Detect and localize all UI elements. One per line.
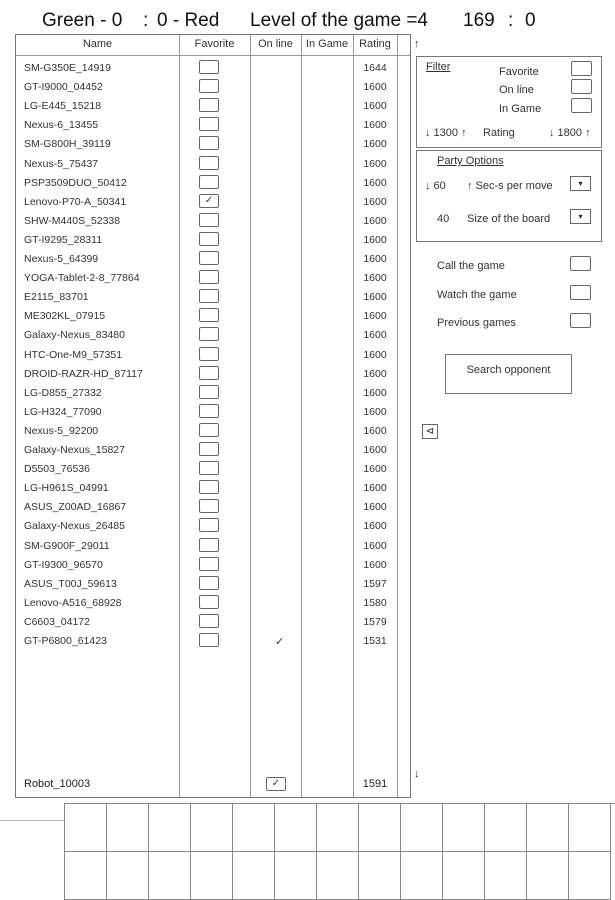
self-name: Robot_10003 [24,778,91,790]
player-rating: 1600 [363,272,387,285]
player-name: PSP3509DUO_50412 [24,176,127,189]
self-rating: 1591 [362,778,388,790]
table-row[interactable] [16,116,410,135]
favorite-checkbox[interactable] [199,557,219,571]
player-name: GT-I9000_04452 [24,81,103,94]
previous-games-checkbox[interactable] [570,313,591,328]
favorite-checkbox[interactable] [199,213,219,227]
board-cell[interactable] [65,804,107,852]
player-rating: 1600 [363,253,387,265]
call-game-checkbox[interactable] [570,256,591,271]
favorite-checkbox[interactable] [199,595,219,609]
table-row[interactable] [16,498,410,517]
secs-per-move-label: ↑ Sec-s per move [467,180,553,192]
player-rating: 1600 [363,367,387,380]
player-rating: 1600 [363,176,387,189]
player-name: Galaxy-Nexus_26485 [24,520,125,533]
table-row[interactable] [16,422,410,441]
player-rating: 1600 [363,329,387,342]
player-rating: 1600 [363,482,387,495]
favorite-checkbox[interactable] [199,251,219,265]
player-name: LG-E445_15218 [24,100,102,113]
favorite-checkbox[interactable] [199,423,219,437]
search-opponent-button[interactable]: Search opponent [445,354,572,394]
favorite-checkbox[interactable] [199,518,219,532]
table-row[interactable] [16,59,410,78]
player-rating: 1600 [363,291,387,304]
player-name: HTC-One-M9_57351 [24,348,123,361]
player-name: E2115_83701 [24,291,89,304]
favorite-checkbox[interactable] [199,614,219,628]
player-name: Lenovo-A516_68928 [24,596,122,609]
favorite-checkbox[interactable] [199,79,219,93]
column-header-online[interactable]: On line [258,38,293,50]
player-name: LG-H961S_04991 [24,482,109,495]
board-cell[interactable] [233,804,275,852]
table-row[interactable] [16,231,410,250]
board-cell[interactable] [527,852,569,900]
player-name: LG-H324_77090 [24,405,102,418]
favorite-checkbox[interactable] [199,366,219,380]
player-name: ASUS_T00J_59613 [24,577,117,590]
favorite-checkbox[interactable] [199,98,219,112]
table-row[interactable] [16,441,410,460]
table-row[interactable] [16,632,410,651]
filter-online-label: On line [499,84,534,96]
player-rating: 1600 [363,463,387,476]
table-row[interactable] [16,78,410,97]
table-row[interactable] [16,460,410,479]
favorite-checkbox[interactable] [199,576,219,590]
favorite-checkbox[interactable] [199,327,219,341]
board-cell[interactable] [149,804,191,852]
board-cell[interactable] [275,804,317,852]
party-options-panel [416,150,602,242]
player-name: Nexus-5_92200 [24,424,99,437]
table-row[interactable] [16,537,410,556]
table-row[interactable] [16,346,410,365]
board-cell[interactable] [107,804,149,852]
player-rating: 1600 [363,119,387,132]
green-score: Green - 0 [42,10,123,31]
player-name: D5503_76536 [24,463,90,476]
player-table [15,34,411,798]
table-row[interactable] [16,155,410,174]
favorite-checkbox[interactable] [199,538,219,552]
table-row[interactable] [16,193,410,212]
player-rating: 1600 [363,233,387,246]
favorite-checkbox[interactable] [199,404,219,418]
table-row[interactable] [16,479,410,498]
table-row[interactable] [16,594,410,613]
column-header-ingame[interactable]: In Game [305,38,349,50]
filter-ingame-label: In Game [499,103,542,115]
favorite-checkbox[interactable] [199,156,219,170]
player-rating: 1600 [363,195,387,208]
board-cell[interactable] [191,852,233,900]
player-name: Nexus-5_64399 [24,253,99,265]
favorite-checkbox[interactable] [199,347,219,361]
player-name: DROID-RAZR-HD_87117 [24,367,143,380]
min-rating-stepper[interactable]: ↓ 1300 ↑ [425,127,467,139]
player-rating: 1600 [363,157,387,170]
game-board[interactable] [64,803,615,900]
player-rating: 1531 [363,635,387,647]
filter-ingame-checkbox[interactable] [571,98,592,113]
favorite-checkbox[interactable] [199,480,219,494]
player-name: Galaxy-Nexus_15827 [24,444,125,456]
player-rating: 1600 [363,100,387,113]
collapse-panel-icon[interactable]: ⊲ [422,424,438,439]
player-rating: 1644 [363,62,387,74]
table-row[interactable] [16,556,410,575]
online-check-mark: ✓ [275,636,285,648]
board-cell[interactable] [317,852,359,900]
board-size-value: 40 [437,213,450,225]
table-row[interactable] [16,135,410,154]
player-name: SHW-M440S_52338 [24,214,121,227]
table-row[interactable] [16,326,410,345]
player-name: Galaxy-Nexus_83480 [24,329,125,342]
scroll-up-arrow[interactable]: ↑ [414,38,420,50]
board-cell[interactable] [275,852,317,900]
favorite-checkbox[interactable] [199,442,219,456]
player-name: Nexus-6_13455 [24,119,99,132]
player-rating: 1600 [363,558,387,571]
watch-game-checkbox[interactable] [570,285,591,300]
column-header-rating[interactable]: Rating [359,38,391,50]
player-rating: 1600 [363,405,387,418]
player-rating: 1600 [363,138,387,151]
board-cell[interactable] [317,804,359,852]
player-name: ME302KL_07915 [24,310,106,323]
self-online-checkbox[interactable]: ✓ [266,777,286,791]
player-name: GT-I9295_28311 [24,233,103,246]
table-row[interactable] [16,403,410,422]
filter-favorite-label: Favorite [499,66,539,78]
player-name: YOGA-Tablet-2-8_77864 [24,272,140,285]
player-rating: 1580 [363,596,387,609]
favorite-checkbox[interactable] [199,175,219,189]
self-row [16,775,410,795]
favorite-checkbox[interactable] [199,385,219,399]
filter-favorite-checkbox[interactable] [571,61,592,76]
secs-per-move-stepper[interactable]: ↓ 60 [425,180,446,192]
score-left: 169 [463,10,495,31]
table-row[interactable] [16,269,410,288]
board-cell[interactable] [107,852,149,900]
player-rating: 1600 [363,348,387,361]
table-row[interactable] [16,212,410,231]
favorite-checkbox[interactable]: ✓ [199,194,219,208]
column-header-name[interactable]: Name [82,38,113,50]
player-name: GT-I9300_96570 [24,558,103,571]
board-cell[interactable] [527,804,569,852]
game-status-header [42,8,602,36]
favorite-checkbox[interactable] [199,461,219,475]
board-size-label: Size of the board [467,213,551,225]
board-cell[interactable] [65,852,107,900]
table-row[interactable] [16,307,410,326]
player-rating: 1600 [363,214,387,227]
board-size-dropdown[interactable]: ▾ [570,209,591,224]
player-rating: 1600 [363,81,387,94]
player-name: Nexus-5_75437 [24,157,99,170]
favorite-checkbox[interactable] [199,60,219,74]
player-name: GT-P6800_61423 [24,635,107,647]
filter-panel [416,56,602,148]
max-rating-stepper[interactable]: ↓ 1800 ↑ [549,127,591,139]
game-level: Level of the game =4 [250,10,428,31]
player-name: SM-G900F_29011 [24,539,110,552]
table-row[interactable] [16,575,410,594]
scroll-down-arrow[interactable]: ↓ [414,768,420,780]
red-score: 0 - Red [157,10,220,31]
header-divider [16,55,410,56]
player-name: C6603_04172 [24,615,90,628]
filter-online-checkbox[interactable] [571,79,592,94]
player-rating: 1600 [363,310,387,323]
board-cell[interactable] [569,804,611,852]
table-row[interactable] [16,365,410,384]
table-row[interactable] [16,174,410,193]
player-name: SM-G350E_14919 [24,62,111,74]
player-rating: 1600 [363,386,387,399]
player-rating: 1579 [363,615,387,628]
previous-games-label: Previous games [437,317,516,329]
score-separator: : [143,10,149,31]
favorite-checkbox[interactable] [199,633,219,647]
rating-label: Rating [483,127,515,139]
favorite-checkbox[interactable] [199,232,219,246]
board-cell[interactable] [569,852,611,900]
board-edge-line [0,820,64,821]
player-rating: 1600 [363,424,387,437]
favorite-checkbox[interactable] [199,136,219,150]
player-rating: 1597 [363,577,387,590]
board-cell[interactable] [233,852,275,900]
board-cell[interactable] [401,852,443,900]
board-cell[interactable] [443,804,485,852]
board-cell[interactable] [359,852,401,900]
column-header-favorite[interactable]: Favorite [194,38,235,50]
favorite-checkbox[interactable] [199,117,219,131]
player-name: LG-D855_27332 [24,386,102,399]
player-rating: 1600 [363,501,387,514]
favorite-checkbox[interactable] [199,499,219,513]
party-options-title: Party Options [437,155,504,167]
favorite-checkbox[interactable] [199,308,219,322]
board-cell[interactable] [401,804,443,852]
table-row[interactable] [16,250,410,269]
table-row[interactable] [16,384,410,403]
call-game-label: Call the game [437,260,505,272]
table-row[interactable] [16,288,410,307]
board-cell[interactable] [359,804,401,852]
board-cell[interactable] [485,804,527,852]
board-cell[interactable] [485,852,527,900]
player-name: SM-G800H_39119 [24,138,111,151]
board-cell[interactable] [149,852,191,900]
player-rating: 1600 [363,520,387,533]
secs-per-move-dropdown[interactable]: ▾ [570,176,591,191]
table-row[interactable] [16,613,410,632]
score-separator-2: : [508,10,514,31]
board-cell[interactable] [443,852,485,900]
filter-title: Filter [426,61,451,73]
table-row[interactable] [16,97,410,116]
player-name: Lenovo-P70-A_50341 [24,195,127,208]
player-name: ASUS_Z00AD_16867 [24,501,127,514]
board-cell[interactable] [191,804,233,852]
score-right: 0 [525,10,536,31]
player-rating: 1600 [363,539,387,552]
table-row[interactable] [16,517,410,536]
player-rating: 1600 [363,444,387,456]
favorite-checkbox[interactable] [199,289,219,303]
watch-game-label: Watch the game [437,289,517,301]
favorite-checkbox[interactable] [199,270,219,284]
